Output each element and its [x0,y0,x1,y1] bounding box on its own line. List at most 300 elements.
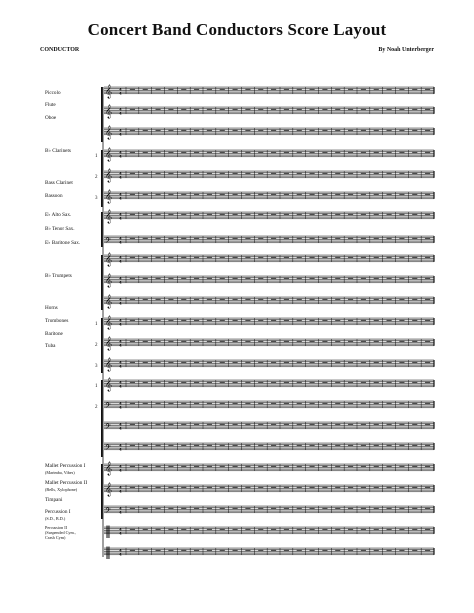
whole-rest [207,89,212,90]
whole-rest [271,445,276,446]
whole-rest [271,278,276,279]
time-signature: 4 [119,235,122,241]
treble-clef-icon: 𝄞 [105,293,113,308]
whole-rest [335,238,340,239]
whole-rest [156,445,161,446]
whole-rest [168,214,173,215]
whole-rest [425,550,430,551]
whole-rest [194,382,199,383]
whole-rest [258,194,263,195]
time-signature: 4 [119,321,122,327]
whole-rest [245,130,250,131]
whole-rest [207,341,212,342]
whole-rest [156,341,161,342]
time-signature: 4 [119,127,122,133]
whole-rest [425,257,430,258]
whole-rest [233,403,238,404]
whole-rest [374,109,379,110]
whole-rest [258,320,263,321]
time-signature: 4 [119,86,122,92]
whole-rest [412,299,417,300]
whole-rest [374,152,379,153]
whole-rest [284,403,289,404]
staff [104,443,434,454]
whole-rest [361,130,366,131]
whole-rest [387,362,392,363]
time-signature: 4 [119,425,122,431]
whole-rest [168,130,173,131]
whole-rest [348,89,353,90]
staff [104,524,434,538]
time-signature: 4 [119,488,122,494]
whole-rest [143,89,148,90]
whole-rest [335,466,340,467]
whole-rest [412,445,417,446]
whole-rest [412,550,417,551]
whole-rest [374,382,379,383]
whole-rest [194,320,199,321]
whole-rest [412,487,417,488]
whole-rest [245,424,250,425]
whole-rest [425,466,430,467]
whole-rest [284,257,289,258]
whole-rest [399,320,404,321]
whole-rest [258,362,263,363]
whole-rest [374,238,379,239]
whole-rest [220,173,225,174]
whole-rest [258,238,263,239]
whole-rest [412,382,417,383]
whole-rest [412,152,417,153]
whole-rest [297,529,302,530]
whole-rest [284,299,289,300]
whole-rest [245,445,250,446]
whole-rest [284,130,289,131]
whole-rest [130,257,135,258]
whole-rest [245,194,250,195]
whole-rest [233,109,238,110]
whole-rest [271,238,276,239]
whole-rest [207,299,212,300]
whole-rest [310,238,315,239]
instrument-sub-percussion-1: (S.D., B.D.) [45,516,66,521]
whole-rest [297,403,302,404]
whole-rest [310,320,315,321]
whole-rest [348,214,353,215]
whole-rest [271,487,276,488]
whole-rest [387,278,392,279]
whole-rest [412,341,417,342]
whole-rest [361,109,366,110]
whole-rest [156,152,161,153]
instrument-label-flute: Flute [45,102,56,108]
whole-rest [181,341,186,342]
whole-rest [310,194,315,195]
whole-rest [348,278,353,279]
whole-rest [399,257,404,258]
instrument-label-mallet-perc-2: Mallet Percussion II [45,480,88,486]
whole-rest [271,109,276,110]
whole-rest [168,89,173,90]
whole-rest [387,403,392,404]
instrument-label-bass-clarinet: Bass Clarinet [45,180,73,186]
time-signature: 4 [119,463,122,469]
whole-rest [361,424,366,425]
staff-number-system-2: 2 [95,405,98,410]
staff-number-clarinet-3: 3 [95,196,98,201]
score-title: Concert Band Conductors Score Layout [87,20,387,39]
whole-rest [130,238,135,239]
whole-rest [374,466,379,467]
whole-rest [361,89,366,90]
whole-rest [245,214,250,215]
time-signature: 4 [119,195,122,201]
whole-rest [156,89,161,90]
time-signature: 4 [119,300,122,306]
whole-rest [335,278,340,279]
whole-rest [322,130,327,131]
treble-clef-icon: 𝄞 [105,146,113,161]
staff [104,545,434,559]
whole-rest [143,278,148,279]
whole-rest [143,382,148,383]
whole-rest [233,362,238,363]
whole-rest [143,299,148,300]
treble-clef-icon: 𝄞 [105,335,113,350]
whole-rest [220,424,225,425]
whole-rest [399,445,404,446]
whole-rest [143,403,148,404]
whole-rest [335,194,340,195]
whole-rest [387,529,392,530]
whole-rest [335,487,340,488]
staff [104,273,434,287]
whole-rest [387,257,392,258]
whole-rest [348,299,353,300]
whole-rest [297,550,302,551]
whole-rest [130,130,135,131]
whole-rest [181,487,186,488]
whole-rest [297,130,302,131]
whole-rest [258,130,263,131]
whole-rest [271,320,276,321]
instrument-sub-mallet-perc-1: (Marimba, Vibes) [45,470,75,475]
whole-rest [412,529,417,530]
whole-rest [284,445,289,446]
whole-rest [130,214,135,215]
whole-rest [297,194,302,195]
whole-rest [335,214,340,215]
whole-rest [130,529,135,530]
whole-rest [399,214,404,215]
whole-rest [348,550,353,551]
whole-rest [143,362,148,363]
whole-rest [168,508,173,509]
whole-rest [284,341,289,342]
whole-rest [335,529,340,530]
whole-rest [156,508,161,509]
whole-rest [297,299,302,300]
whole-rest [310,173,315,174]
whole-rest [168,341,173,342]
whole-rest [322,466,327,467]
whole-rest [425,362,430,363]
whole-rest [156,173,161,174]
staff [104,315,434,329]
time-signature: 4 [119,359,122,365]
whole-rest [245,278,250,279]
whole-rest [297,362,302,363]
whole-rest [412,320,417,321]
whole-rest [297,278,302,279]
whole-rest [245,89,250,90]
whole-rest [335,508,340,509]
whole-rest [245,550,250,551]
whole-rest [399,487,404,488]
whole-rest [130,278,135,279]
time-signature: 4 [119,400,122,406]
treble-clef-icon: 𝄞 [105,124,113,139]
whole-rest [258,424,263,425]
whole-rest [271,173,276,174]
whole-rest [156,362,161,363]
time-signature: 4 [119,484,122,490]
whole-rest [181,109,186,110]
whole-rest [258,403,263,404]
instrument-label-baritone-sax: E♭ Baritone Sax. [45,240,81,246]
whole-rest [387,299,392,300]
treble-clef-icon: 𝄞 [105,272,113,287]
whole-rest [156,382,161,383]
whole-rest [220,278,225,279]
whole-rest [156,238,161,239]
part-label: CONDUCTOR [40,47,80,53]
whole-rest [233,194,238,195]
whole-rest [361,487,366,488]
whole-rest [425,278,430,279]
instrument-label-percussion-2: Percussion II [45,525,67,530]
time-signature: 4 [119,404,122,410]
whole-rest [297,424,302,425]
whole-rest [156,403,161,404]
whole-rest [361,529,366,530]
whole-rest [412,173,417,174]
whole-rest [322,299,327,300]
instrument-sub-mallet-perc-2: (Bells, Xylophone) [45,487,78,492]
whole-rest [284,466,289,467]
treble-clef-icon: 𝄞 [105,167,113,182]
time-signature: 4 [119,530,122,536]
whole-rest [220,152,225,153]
whole-rest [335,382,340,383]
whole-rest [245,152,250,153]
whole-rest [233,529,238,530]
whole-rest [271,362,276,363]
whole-rest [233,130,238,131]
whole-rest [156,320,161,321]
whole-rest [245,238,250,239]
whole-rest [168,173,173,174]
whole-rest [181,445,186,446]
time-signature: 4 [119,317,122,323]
whole-rest [130,320,135,321]
whole-rest [335,257,340,258]
whole-rest [348,194,353,195]
whole-rest [220,487,225,488]
whole-rest [130,362,135,363]
whole-rest [335,152,340,153]
instrument-label-timpani: Timpani [45,497,63,503]
whole-rest [143,214,148,215]
whole-rest [399,508,404,509]
whole-rest [361,550,366,551]
whole-rest [361,362,366,363]
system-bracket [101,255,103,310]
whole-rest [322,194,327,195]
whole-rest [284,487,289,488]
whole-rest [322,214,327,215]
whole-rest [399,130,404,131]
whole-rest [233,424,238,425]
whole-rest [207,424,212,425]
whole-rest [297,89,302,90]
whole-rest [271,550,276,551]
whole-rest [361,238,366,239]
whole-rest [207,238,212,239]
whole-rest [181,403,186,404]
whole-rest [387,487,392,488]
whole-rest [271,152,276,153]
whole-rest [322,508,327,509]
whole-rest [168,152,173,153]
time-signature: 4 [119,275,122,281]
whole-rest [207,130,212,131]
perc-clef-icon: ‖ [105,523,111,538]
whole-rest [258,550,263,551]
whole-rest [399,278,404,279]
staff [104,168,434,182]
whole-rest [156,424,161,425]
whole-rest [284,382,289,383]
whole-rest [297,173,302,174]
whole-rest [271,130,276,131]
whole-rest [387,173,392,174]
whole-rest [322,529,327,530]
whole-rest [130,487,135,488]
whole-rest [233,508,238,509]
whole-rest [310,214,315,215]
whole-rest [412,214,417,215]
whole-rest [207,362,212,363]
whole-rest [220,362,225,363]
whole-rest [220,341,225,342]
whole-rest [156,550,161,551]
whole-rest [181,130,186,131]
whole-rest [181,508,186,509]
whole-rest [412,109,417,110]
whole-rest [361,257,366,258]
whole-rest [130,109,135,110]
whole-rest [258,508,263,509]
whole-rest [168,299,173,300]
whole-rest [284,89,289,90]
staff [104,252,434,266]
whole-rest [258,529,263,530]
bass-clef-icon: 𝄢 [105,422,111,433]
staff [104,461,434,475]
whole-rest [412,362,417,363]
whole-rest [297,320,302,321]
whole-rest [245,320,250,321]
time-signature: 4 [119,191,122,197]
whole-rest [181,89,186,90]
whole-rest [310,508,315,509]
whole-rest [156,529,161,530]
whole-rest [310,152,315,153]
whole-rest [245,341,250,342]
whole-rest [399,194,404,195]
whole-rest [412,278,417,279]
whole-rest [143,173,148,174]
whole-rest [284,109,289,110]
whole-rest [335,362,340,363]
whole-rest [143,257,148,258]
whole-rest [271,194,276,195]
whole-rest [258,278,263,279]
whole-rest [361,214,366,215]
whole-rest [245,529,250,530]
whole-rest [271,89,276,90]
whole-rest [322,382,327,383]
whole-rest [207,529,212,530]
whole-rest [271,529,276,530]
whole-rest [233,299,238,300]
whole-rest [245,362,250,363]
staff [104,84,434,98]
whole-rest [322,257,327,258]
bass-clef-icon: 𝄢 [105,236,111,247]
whole-rest [322,550,327,551]
whole-rest [284,550,289,551]
whole-rest [233,173,238,174]
whole-rest [348,403,353,404]
whole-rest [387,382,392,383]
perc-clef-icon: ‖ [105,544,111,559]
whole-rest [233,278,238,279]
whole-rest [220,403,225,404]
instrument-label-piccolo: Piccolo [45,90,61,96]
whole-rest [361,382,366,383]
whole-rest [181,214,186,215]
whole-rest [194,109,199,110]
whole-rest [310,109,315,110]
whole-rest [181,299,186,300]
whole-rest [245,382,250,383]
whole-rest [297,109,302,110]
whole-rest [412,89,417,90]
time-signature: 4 [119,547,122,553]
whole-rest [207,257,212,258]
whole-rest [156,487,161,488]
whole-rest [245,487,250,488]
time-signature: 4 [119,153,122,159]
instrument-sub-percussion-2: (Suspended Cym., Crash Cym) [45,530,76,540]
whole-rest [220,299,225,300]
whole-rest [258,299,263,300]
whole-rest [322,173,327,174]
whole-rest [143,194,148,195]
whole-rest [310,466,315,467]
